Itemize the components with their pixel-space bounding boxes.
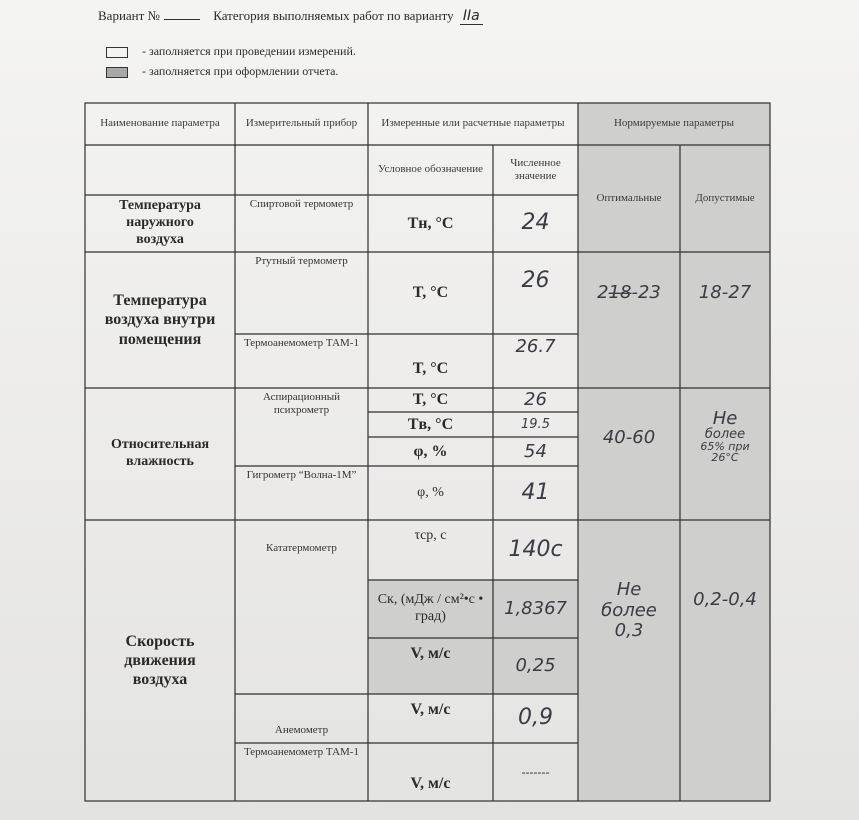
legend-gray — [106, 64, 338, 79]
shade-norm-values — [578, 252, 770, 801]
norm-speed-optimal-line2: более — [601, 599, 657, 621]
symbol-r4: T, °C — [412, 391, 449, 409]
value-r2: 26 — [521, 268, 550, 293]
param-relative-humidity: Относительная влажность — [110, 437, 210, 469]
device-catathermometer: Кататермометр — [266, 542, 337, 554]
col-header-measured: Измеренные или расчетные параметры — [381, 117, 565, 130]
col-header-device: Измерительный прибор — [245, 117, 358, 130]
legend-gray-text: - заполняется при оформлении отчета. — [142, 64, 339, 78]
param-air-speed: Скорость движения воздуха — [124, 632, 196, 689]
value-r5: 19.5 — [521, 416, 550, 432]
symbol-r5: Tв, °C — [407, 415, 454, 433]
legend-gray-box — [106, 67, 128, 78]
norm-humidity-allowed-line3: 65% при — [700, 440, 750, 453]
value-r7: 41 — [521, 479, 550, 505]
category-value: IIа — [460, 8, 483, 25]
legend-white — [106, 44, 356, 59]
norm-humidity-allowed-line4: 26°C — [711, 451, 739, 464]
device-alcohol-thermometer: Спиртовой термометр — [249, 198, 354, 210]
device-anemometer: Анемометр — [274, 723, 329, 736]
device-mercury-thermometer: Ртутный термометр — [255, 255, 348, 267]
value-r6: 54 — [524, 440, 547, 462]
device-thermoanemometer-2: Термоанемометр ТАМ-1 — [244, 746, 359, 758]
col-header-numeric: Численное значение — [510, 156, 561, 182]
symbol-r9: Cк, (мДж / см²•с • град) — [377, 592, 484, 624]
value-r9: 1,8367 — [504, 598, 567, 620]
symbol-r3: T, °C — [412, 359, 449, 377]
norm-humidity-allowed-line2: более — [704, 427, 746, 442]
norm-humidity-allowed-line1: Не — [712, 408, 738, 429]
value-r11: 0,9 — [518, 705, 553, 731]
device-thermoanemometer: Термоанемометр ТАМ-1 — [244, 337, 359, 349]
value-r3: 26.7 — [515, 336, 556, 357]
value-r12: ------- — [521, 764, 550, 779]
symbol-r2: T, °C — [412, 284, 449, 302]
symbol-r1: Tн, °C — [407, 214, 454, 232]
param-indoor-temperature: Температура воздуха внутри помещения — [104, 292, 216, 348]
col-header-normative: Нормируемые параметры — [613, 117, 735, 130]
value-r8: 140с — [508, 536, 563, 562]
device-hygrometer: Гигрометр “Волна-1М” — [246, 469, 357, 481]
symbol-r7: φ, % — [417, 484, 444, 500]
symbol-r10: V, м/с — [410, 645, 451, 662]
variant-label: Вариант № — [98, 8, 160, 23]
col-header-optimal: Оптимальные — [596, 191, 662, 204]
value-r1: 24 — [521, 210, 550, 236]
header-line — [98, 8, 483, 24]
value-r4: 26 — [524, 389, 547, 411]
symbol-r12: V, м/с — [410, 774, 451, 792]
symbol-r11: V, м/с — [410, 701, 451, 718]
norm-speed-optimal-line1: Не — [616, 579, 642, 600]
norm-speed-optimal-line3: 0,3 — [614, 620, 644, 642]
col-header-symbol: Условное обозначение — [377, 163, 484, 176]
legend-white-text: - заполняется при проведении измерений. — [142, 44, 356, 58]
device-aspiration-psychrometer: Аспирационный психрометр — [262, 391, 341, 417]
variant-blank — [164, 9, 200, 20]
legend-white-box — [106, 47, 128, 58]
symbol-r6: φ, % — [413, 442, 448, 460]
norm-indoor-optimal: 21̶8̶-23 — [597, 282, 661, 303]
param-outdoor-temperature: Температура наружного воздуха — [119, 198, 201, 247]
norm-speed-optimal — [578, 580, 680, 700]
norm-humidity-optimal: 40-60 — [602, 427, 656, 449]
norm-indoor-allowed: 18-27 — [698, 282, 752, 303]
symbol-r8: τср, с — [414, 528, 447, 543]
norm-humidity-allowed — [680, 410, 770, 520]
norm-speed-allowed: 0,2-0,4 — [693, 589, 757, 611]
category-label: Категория выполняемых работ по варианту — [213, 8, 454, 23]
col-header-allowed: Допустимые — [695, 191, 755, 204]
value-r10: 0,25 — [515, 655, 556, 677]
col-header-name: Наименование параметра — [100, 117, 220, 130]
